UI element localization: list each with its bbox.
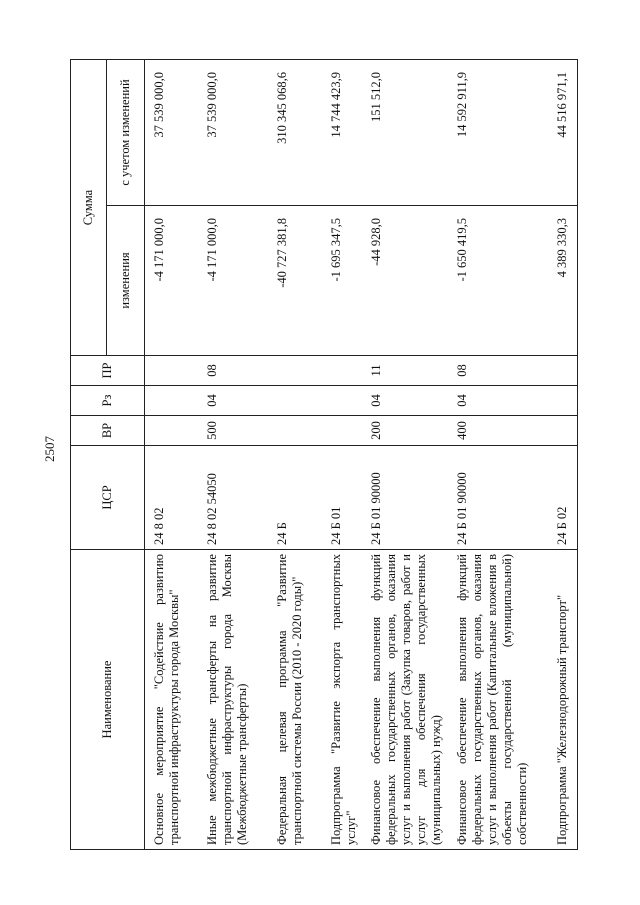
header-with-change: с учетом изменений <box>107 60 145 206</box>
row-change: -44 928,0 <box>366 206 452 356</box>
row-rz <box>552 386 578 416</box>
row-rz <box>272 386 326 416</box>
row-change: -40 727 381,8 <box>272 206 326 356</box>
row-vr: 500 <box>202 416 272 446</box>
row-name: Подпрограмма "Развитие экспорта транспортных услуг" <box>326 550 366 850</box>
row-change: -1 695 347,5 <box>326 206 366 356</box>
row-change: -1 650 419,5 <box>452 206 552 356</box>
row-rz: 04 <box>452 386 552 416</box>
table-row <box>366 60 452 850</box>
header-csr: ЦСР <box>71 446 145 550</box>
header-pr: ПР <box>71 356 145 386</box>
row-name: Основное мероприятие "Содействие развитию транспортной инфраструктуры города Москвы" <box>145 550 202 850</box>
row-change: 4 389 330,3 <box>552 206 578 356</box>
row-csr: 24 Б <box>272 446 326 550</box>
row-name: Иные межбюджетные трансферты на развитие транспортной инфраструктуры города Москвы (Межбюджетные трансферты) <box>202 550 272 850</box>
row-name: Финансовое обеспечение выполнения функций федеральных государственных органов, оказания услуг и выполнения работ (Капитальные вложения в объекты государственной (муниципальной) собственности) <box>452 550 552 850</box>
row-csr: 24 8 02 <box>145 446 202 550</box>
table-row <box>552 60 578 850</box>
row-csr: 24 Б 01 <box>326 446 366 550</box>
header-sum: Сумма <box>71 60 107 356</box>
row-with-change: 37 539 000,0 <box>145 60 202 206</box>
row-vr <box>552 416 578 446</box>
row-with-change: 14 744 423,9 <box>326 60 366 206</box>
header-change: изменения <box>107 206 145 356</box>
budget-table-sheet <box>70 60 569 850</box>
row-vr: 200 <box>366 416 452 446</box>
row-with-change: 37 539 000,0 <box>202 60 272 206</box>
row-vr <box>326 416 366 446</box>
row-pr <box>326 356 366 386</box>
row-pr: 11 <box>366 356 452 386</box>
header-name: Наименование <box>71 550 145 850</box>
row-csr: 24 Б 01 90000 <box>366 446 452 550</box>
table-row <box>202 60 272 850</box>
row-name: Федеральная целевая программа "Развитие транспортной системы России (2010 - 2020 годы)" <box>272 550 326 850</box>
row-vr <box>272 416 326 446</box>
row-vr <box>145 416 202 446</box>
row-vr: 400 <box>452 416 552 446</box>
row-csr: 24 Б 01 90000 <box>452 446 552 550</box>
table-row <box>326 60 366 850</box>
row-csr: 24 Б 02 <box>552 446 578 550</box>
row-name: Подпрограмма "Железнодорожный транспорт" <box>552 550 578 850</box>
page-number: 2507 <box>42 436 57 462</box>
row-change: -4 171 000,0 <box>202 206 272 356</box>
row-rz <box>145 386 202 416</box>
row-name: Финансовое обеспечение выполнения функций федеральных государственных органов, оказания услуг и выполнения работ (Закупка товаров, работ и услуг для обеспечения государственных (муниципальных) нужд) <box>366 550 452 850</box>
row-pr: 08 <box>202 356 272 386</box>
row-rz: 04 <box>366 386 452 416</box>
budget-table <box>70 59 578 850</box>
row-csr: 24 8 02 54050 <box>202 446 272 550</box>
row-change: -4 171 000,0 <box>145 206 202 356</box>
row-with-change: 14 592 911,9 <box>452 60 552 206</box>
row-pr: 08 <box>452 356 552 386</box>
row-with-change: 151 512,0 <box>366 60 452 206</box>
table-row <box>452 60 552 850</box>
row-rz: 04 <box>202 386 272 416</box>
row-pr <box>145 356 202 386</box>
table-row <box>272 60 326 850</box>
header-vr: ВР <box>71 416 145 446</box>
row-pr <box>272 356 326 386</box>
table-row <box>145 60 202 850</box>
header-rz: Рз <box>71 386 145 416</box>
row-pr <box>552 356 578 386</box>
row-with-change: 44 516 971,1 <box>552 60 578 206</box>
row-with-change: 310 345 068,6 <box>272 60 326 206</box>
row-rz <box>326 386 366 416</box>
